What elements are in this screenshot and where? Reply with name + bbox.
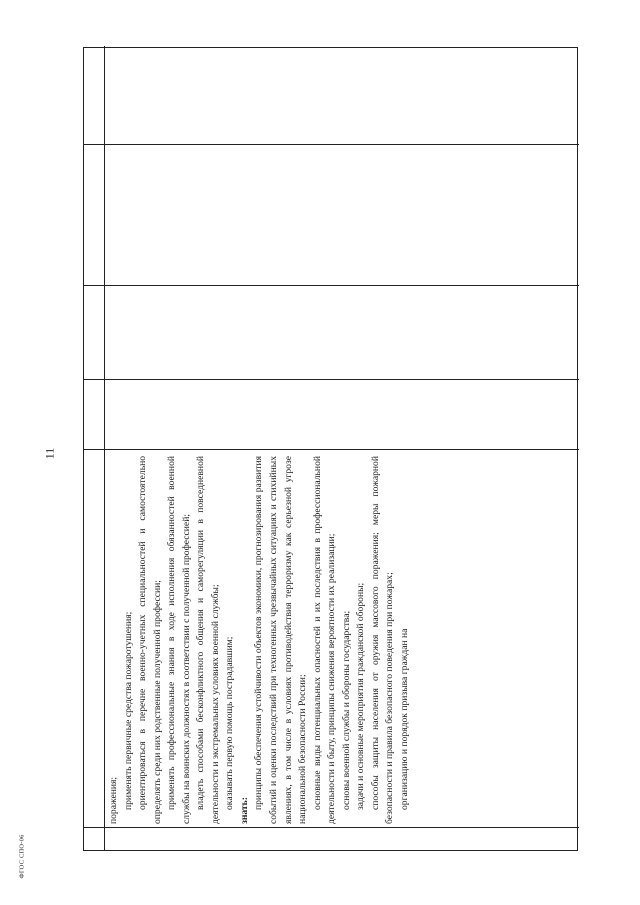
column-divider: [84, 827, 579, 828]
footer-code: ФГОС СПО-06: [18, 834, 26, 879]
text-line: задачи и основные мероприятия гражданской обороны;: [355, 582, 367, 810]
text-line: организацию и порядок призыва граждан на: [398, 628, 410, 810]
text-line: способы защиты населения от оружия массового поражения; меры пожарной безопасности и правила безопасного поведения при пожарах;: [369, 456, 396, 824]
table-row-top: [84, 46, 105, 850]
text-line: применять первичные средства пожаротушения;: [122, 611, 134, 810]
text-line: оказывать первую помощь пострадавшим;: [224, 636, 236, 810]
column-divider: [84, 144, 579, 145]
column-divider: [84, 285, 579, 286]
page-number: 11: [42, 447, 57, 460]
column-divider: [84, 449, 579, 450]
text-line: поражения;: [108, 776, 119, 824]
competency-text-cell: [107, 456, 575, 824]
text-line: владеть способами бесконфликтного общения и саморегуляции в повседневной деятельности и экстремальных условиях военной службы;: [195, 456, 221, 824]
text-line: основы военной службы и обороны государства;: [340, 610, 352, 810]
table-body: [83, 47, 578, 851]
text-line: основные виды потенциальных опасностей и их последствия в профессиональной деятельности и быту, принципы снижения вероятности их реализации;: [311, 456, 338, 824]
table-row-main: [105, 46, 579, 850]
column-divider: [84, 379, 579, 380]
text-line: применять профессиональные знания в ходе исполнения обязанностей военной службы на воинских должностях в соответствии с полученной профессией;: [166, 456, 192, 824]
text-line: принципы обеспечения устойчивости объектов экономики, прогнозирования развития событий и оценки последствий при техногенных чрезвычайных ситуациях и стихийных явлениях, в том числе в условиях противодействия терроризму как серьезной угрозе национальной безопасности России;: [253, 456, 309, 824]
rotated-table: [83, 47, 578, 851]
section-heading-know: знать:: [238, 797, 250, 824]
text-line: ориентироваться в перечне военно-учетных специальностей и самостоятельно определять среди них родственные полученной профессии;: [137, 456, 163, 824]
